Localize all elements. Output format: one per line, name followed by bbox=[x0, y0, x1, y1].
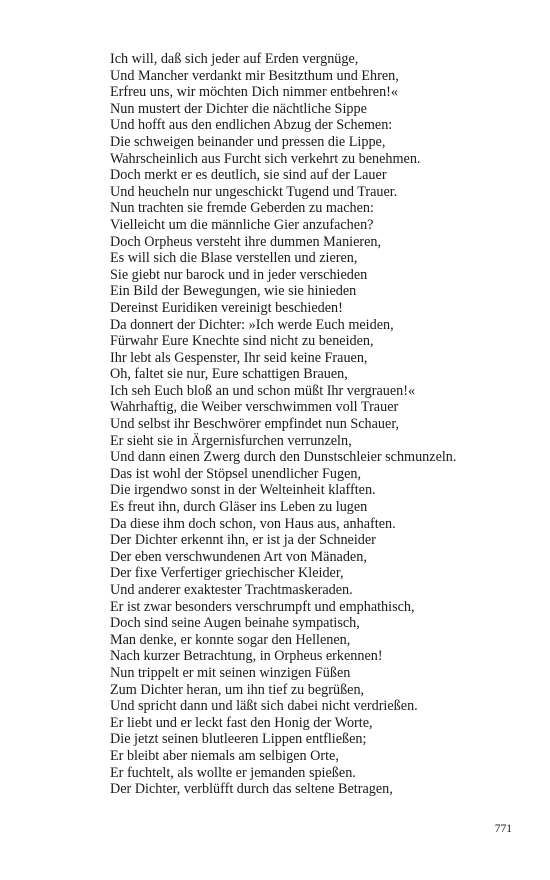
poem-line: Wahrscheinlich aus Furcht sich verkehrt zu benehmen. bbox=[110, 150, 421, 167]
poem-line: Es will sich die Blase verstellen und zieren, bbox=[110, 250, 358, 267]
poem-line: Er liebt und er leckt fast den Honig der Worte, bbox=[110, 714, 373, 731]
poem-line: Er fuchtelt, als wollte er jemanden spießen. bbox=[110, 764, 356, 781]
poem-text bbox=[110, 51, 530, 798]
poem-line: Doch merkt er es deutlich, sie sind auf der Lauer bbox=[110, 167, 387, 184]
poem-line: Der Dichter, verblüfft durch das seltene Betragen, bbox=[110, 781, 393, 798]
poem-line: Und hofft aus den endlichen Abzug der Schemen: bbox=[110, 117, 393, 134]
poem-line: Man denke, er konnte sogar den Hellenen, bbox=[110, 631, 351, 648]
poem-line: Es freut ihn, durch Gläser ins Leben zu lugen bbox=[110, 499, 368, 516]
poem-line: Und dann einen Zwerg durch den Dunstschleier schmunzeln. bbox=[110, 449, 457, 466]
poem-line: Da donnert der Dichter: »Ich werde Euch meiden, bbox=[110, 316, 394, 333]
poem-line: Nach kurzer Betrachtung, in Orpheus erkennen! bbox=[110, 648, 383, 665]
poem-line: Wahrhaftig, die Weiber verschwimmen voll Trauer bbox=[110, 399, 399, 416]
poem-line: Der Dichter erkennt ihn, er ist ja der Schneider bbox=[110, 532, 376, 549]
poem-line: Doch Orpheus versteht ihre dummen Manieren, bbox=[110, 233, 382, 250]
poem-line: Und selbst ihr Beschwörer empfindet nun Schauer, bbox=[110, 416, 400, 433]
poem-line: Er ist zwar besonders verschrumpft und emphathisch, bbox=[110, 598, 415, 615]
page-number: 771 bbox=[494, 823, 512, 835]
poem-line: Fürwahr Eure Knechte sind nicht zu beneiden, bbox=[110, 333, 374, 350]
poem-line: Zum Dichter heran, um ihn tief zu begrüßen, bbox=[110, 681, 365, 698]
poem-line: Sie giebt nur barock und in jeder verschieden bbox=[110, 266, 368, 283]
poem-line: Erfreu uns, wir möchten Dich nimmer entbehren!« bbox=[110, 84, 398, 101]
poem-line: Die schweigen beinander und pressen die Lippe, bbox=[110, 133, 386, 150]
poem-line: Dereinst Euridiken vereinigt beschieden! bbox=[110, 299, 343, 316]
poem-line: Der eben verschwundenen Art von Mänaden, bbox=[110, 548, 367, 565]
poem-line: Und anderer exaktester Trachtmaskeraden. bbox=[110, 582, 353, 598]
poem-line: Oh, faltet sie nur, Eure schattigen Brauen, bbox=[110, 366, 348, 383]
poem-line: Nun trachten sie fremde Geberden zu machen: bbox=[110, 200, 374, 217]
poem-line: Er bleibt aber niemals am selbigen Orte, bbox=[110, 747, 339, 764]
poem-line: Nun trippelt er mit seinen winzigen Füßen bbox=[110, 664, 351, 681]
poem-line: Er sieht sie in Ärgernisfurchen verrunzeln, bbox=[110, 432, 352, 449]
poem-line: Und Mancher verdankt mir Besitzthum und Ehren, bbox=[110, 67, 399, 84]
poem-line: Der fixe Verfertiger griechischer Kleider, bbox=[110, 565, 344, 582]
poem-line: Ein Bild der Bewegungen, wie sie hinieden bbox=[110, 283, 357, 300]
poem-line: Nun mustert der Dichter die nächtliche Sippe bbox=[110, 100, 367, 117]
poem-line: Die jetzt seinen blutleeren Lippen entfließen; bbox=[110, 731, 367, 748]
poem-line: Doch sind seine Augen beinahe sympatisch, bbox=[110, 615, 360, 632]
poem-line: Da diese ihm doch schon, von Haus aus, anhaften. bbox=[110, 515, 396, 532]
poem-line: Ich will, daß sich jeder auf Erden vergnüge, bbox=[110, 51, 359, 67]
poem-line: Vielleicht um die männliche Gier anzufachen? bbox=[110, 216, 374, 233]
poem-line: Und heucheln nur ungeschickt Tugend und Trauer. bbox=[110, 183, 398, 200]
poem-line: Das ist wohl der Stöpsel unendlicher Fugen, bbox=[110, 465, 362, 482]
poem-line: Ihr lebt als Gespenster, Ihr seid keine Frauen, bbox=[110, 349, 368, 366]
poem-line: Die irgendwo sonst in der Welteinheit klafften. bbox=[110, 482, 376, 499]
poem-line: Und spricht dann und läßt sich dabei nicht verdrießen. bbox=[110, 698, 418, 715]
poem-line: Ich seh Euch bloß an und schon müßt Ihr vergrauen!« bbox=[110, 382, 416, 399]
